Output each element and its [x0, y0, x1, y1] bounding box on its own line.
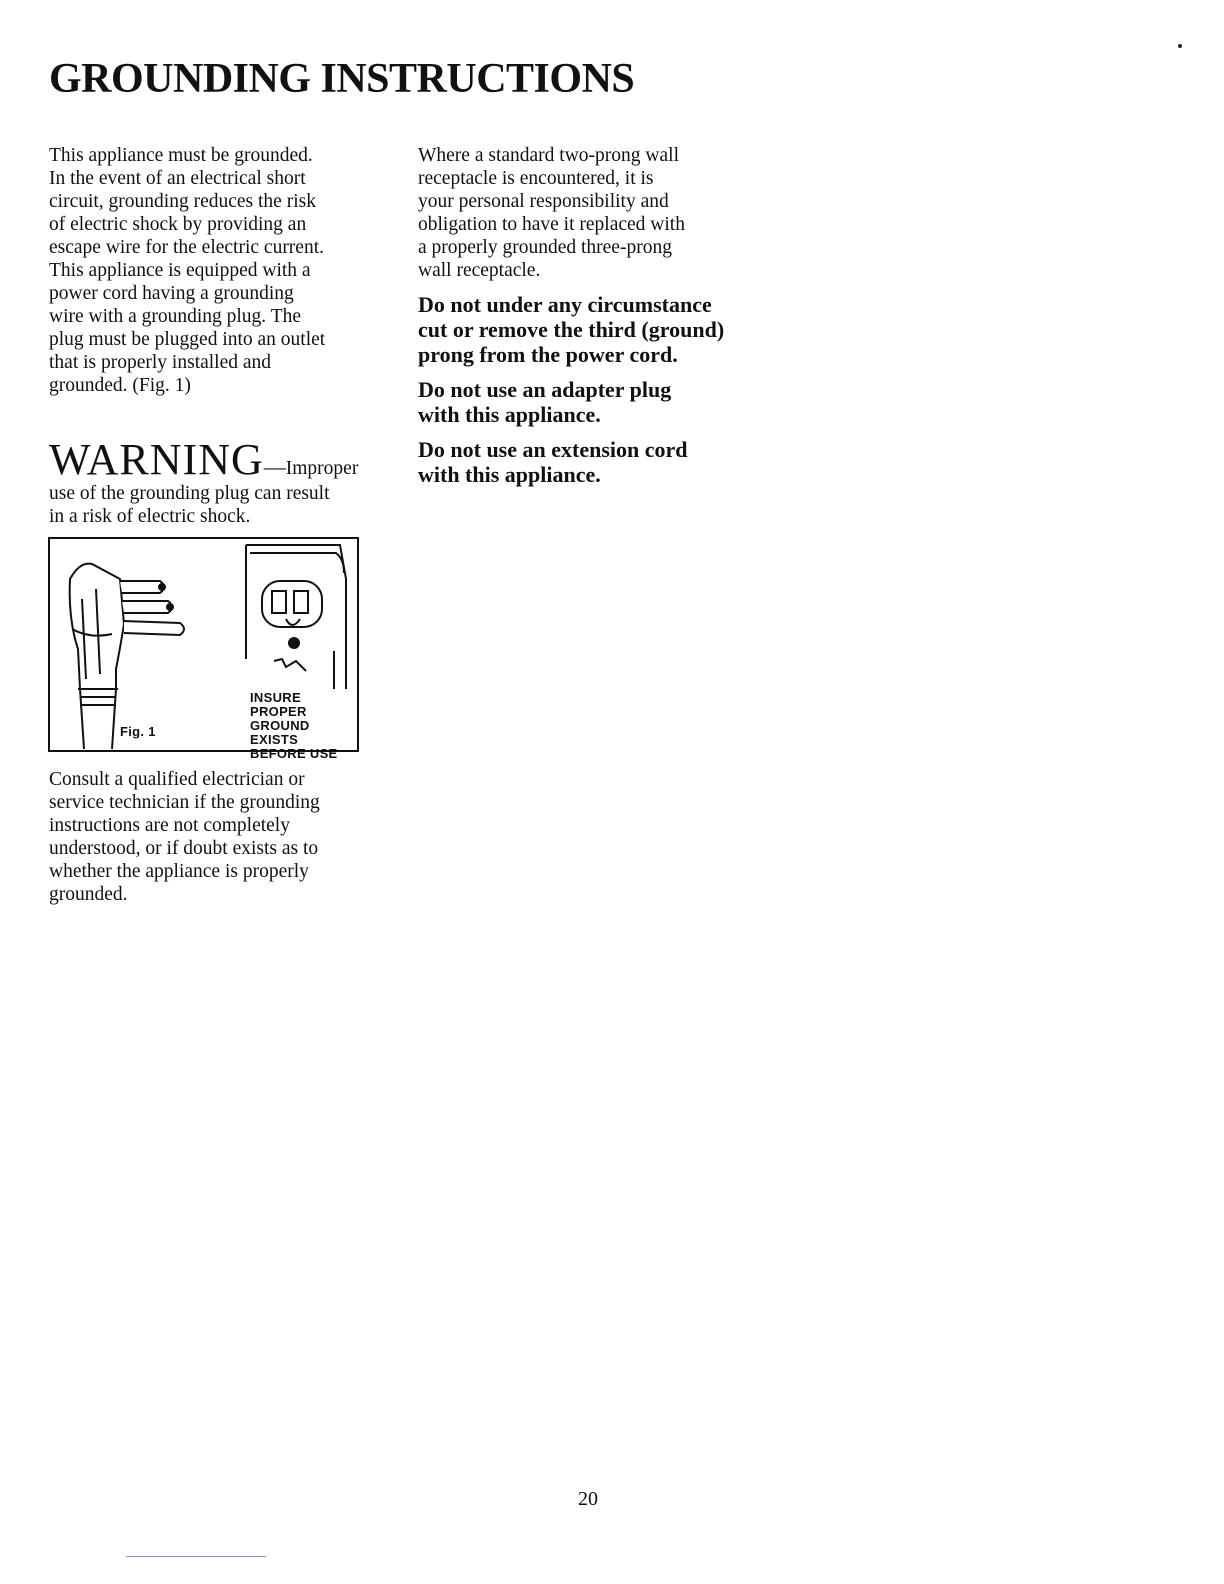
- bold-line: Do not use an extension cord: [418, 437, 688, 462]
- right-column: [418, 144, 758, 487]
- figure-1: [48, 537, 359, 761]
- bold-line: cut or remove the third (ground): [418, 317, 725, 342]
- intro-line: This appliance must be grounded.: [49, 145, 313, 166]
- consult-line: instructions are not completely: [49, 815, 290, 836]
- bold-statement-adapter: [418, 377, 758, 427]
- intro-line: plug must be plugged into an outlet: [49, 329, 326, 350]
- intro-line: power cord having a grounding: [49, 283, 294, 304]
- consult-line: grounded.: [49, 884, 128, 905]
- consult-paragraph: [49, 768, 379, 906]
- figure-caption-line: GROUND EXISTS: [250, 718, 310, 747]
- intro-line: This appliance is equipped with a: [49, 260, 311, 281]
- warning-dash: —: [263, 454, 286, 479]
- left-column-intro: [49, 144, 379, 397]
- footer-rule: [126, 1556, 266, 1557]
- intro-line: a properly grounded three-prong: [418, 237, 672, 258]
- intro-line: Where a standard two-prong wall: [418, 145, 679, 166]
- scan-speck: [1178, 44, 1182, 48]
- intro-line: In the event of an electrical short: [49, 168, 306, 189]
- figure-caption-line: INSURE PROPER: [250, 690, 307, 719]
- warning-text-line: in a risk of electric shock.: [49, 506, 251, 527]
- intro-line: obligation to have it replaced with: [418, 214, 685, 235]
- figure-caption-line: BEFORE USE: [250, 746, 338, 761]
- warning-heading: WARNING: [49, 435, 264, 484]
- plug-icon: [70, 564, 184, 749]
- consult-line: Consult a qualified electrician or: [49, 769, 305, 790]
- intro-line: that is properly installed and: [49, 352, 272, 373]
- bold-statement-ground-prong: [418, 292, 758, 367]
- figure-caption: [250, 691, 357, 761]
- bold-line: Do not use an adapter plug: [418, 377, 672, 402]
- right-intro: [418, 144, 758, 282]
- warning-first-word: Improper: [285, 458, 359, 479]
- bold-line: with this appliance.: [418, 462, 601, 487]
- figure-label: Fig. 1: [120, 724, 156, 739]
- bold-line: with this appliance.: [418, 402, 601, 427]
- intro-line: wall receptacle.: [418, 260, 541, 281]
- bold-line: Do not under any circumstance: [418, 292, 712, 317]
- intro-line: grounded. (Fig. 1): [49, 375, 191, 396]
- consult-line: whether the appliance is properly: [49, 861, 309, 882]
- intro-line: circuit, grounding reduces the risk: [49, 191, 316, 212]
- page-number: 20: [578, 1488, 598, 1510]
- intro-line: escape wire for the electric current.: [49, 237, 324, 258]
- warning-text-line: use of the grounding plug can result: [49, 483, 330, 504]
- intro-line: your personal responsibility and: [418, 191, 669, 212]
- intro-line: of electric shock by providing an: [49, 214, 307, 235]
- intro-line: receptacle is encountered, it is: [418, 168, 654, 189]
- intro-line: wire with a grounding plug. The: [49, 306, 302, 327]
- outlet-icon: [246, 545, 346, 689]
- consult-line: service technician if the grounding: [49, 792, 320, 813]
- bold-line: prong from the power cord.: [418, 342, 678, 367]
- consult-line: understood, or if doubt exists as to: [49, 838, 319, 859]
- bold-statement-extension-cord: [418, 437, 758, 487]
- warning-block: [49, 435, 379, 528]
- warning-heading-line: [49, 435, 379, 484]
- page-title: GROUNDING INSTRUCTIONS: [49, 56, 635, 102]
